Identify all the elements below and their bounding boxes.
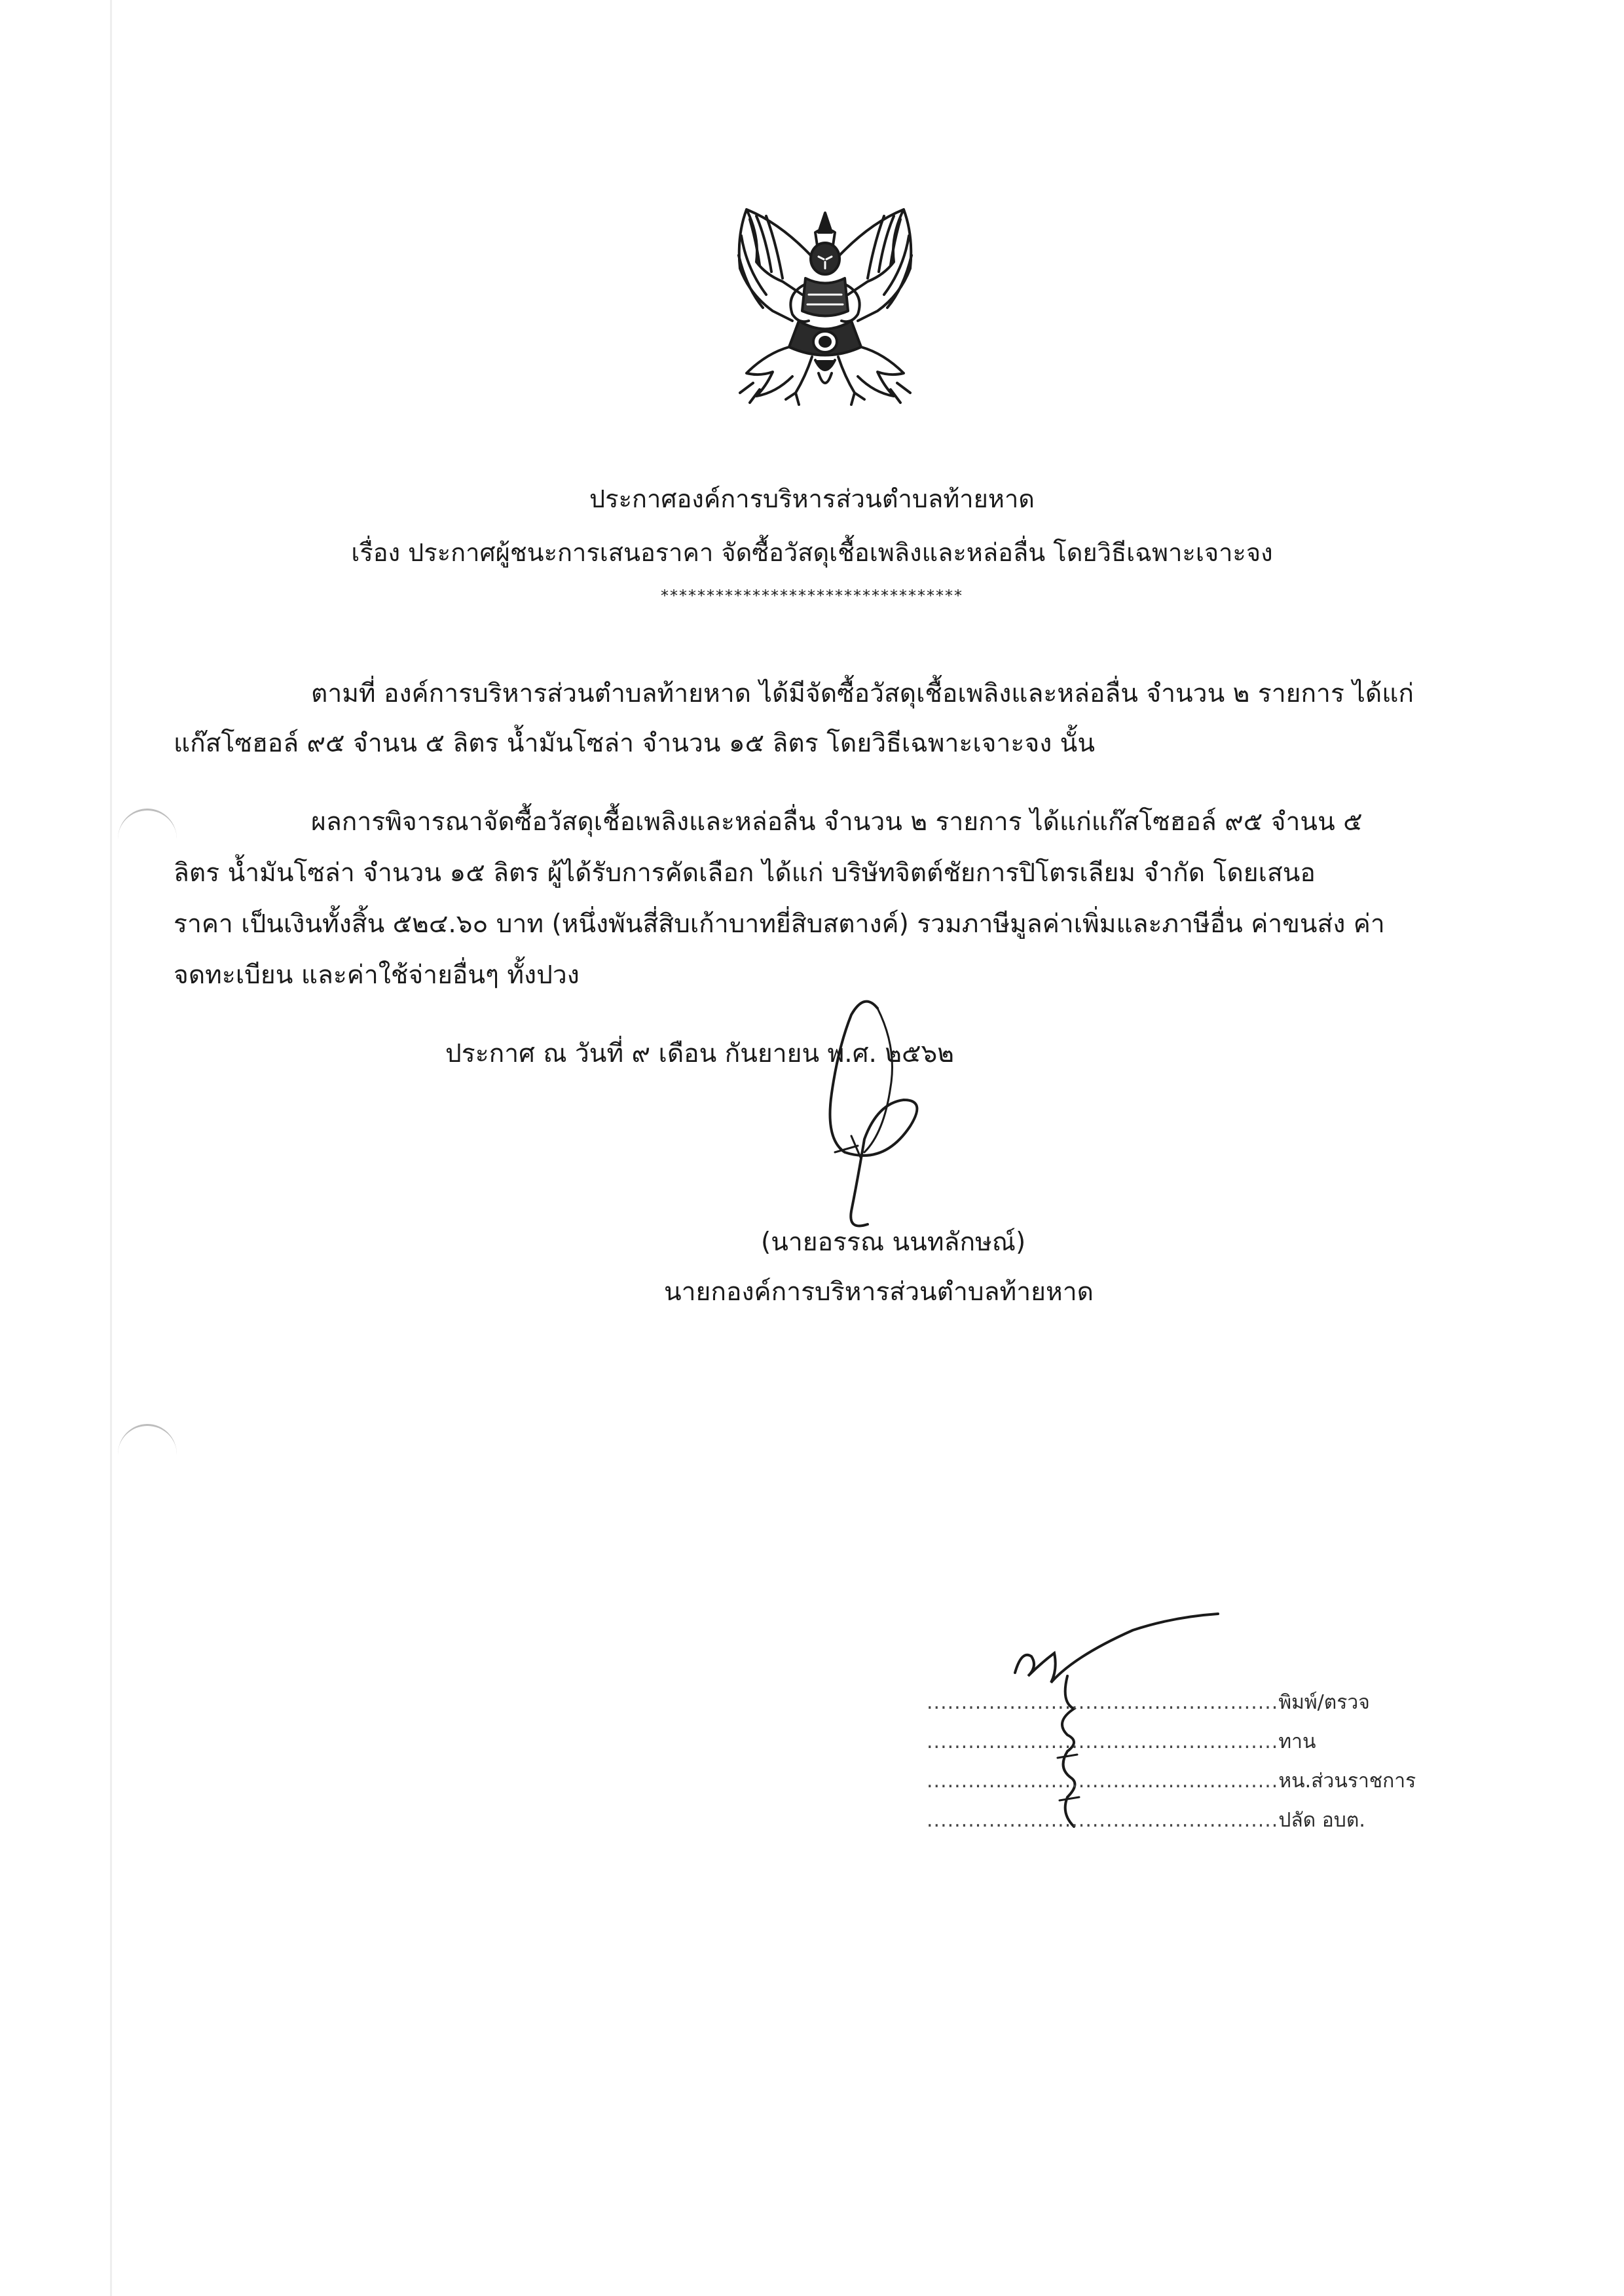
signatory-position: นายกองค์การบริหารส่วนตำบลท้ายหาด [664,1277,1094,1307]
checklist-dots: ................................................... [927,1730,1279,1753]
heading-separator: ********************************* [661,587,963,605]
page-margin-line [110,0,112,2296]
punch-hole-mark [118,1424,177,1485]
signatory-name: (นายอรรณ นนทลักษณ์) [761,1228,1026,1257]
checklist-label: ปลัด อบต. [1278,1809,1365,1832]
checklist-label: หน.ส่วนราชการ [1278,1770,1416,1793]
announcement-subject: เรื่อง ประกาศผู้ชนะการเสนอราคา จัดซื้อวัสดุเชื้อเพลิงและหล่อลื่น โดยวิธีเฉพาะเจาะจง [351,538,1273,567]
checklist-label: ทาน [1278,1730,1316,1753]
body-paragraph-2-line-3: ราคา เป็นเงินทั้งสิ้น ๕๒๔.๖๐ บาท (หนึ่งพันสี่สิบเก้าบาทยี่สิบสตางค์) รวมภาษีมูลค่าเพิ่มและภาษีอื่น ค่าขนส่ง ค่า [174,909,1385,939]
garuda-emblem-icon [720,196,930,426]
body-paragraph-1-line-2: แก๊สโซฮอล์ ๙๕ จำนน ๕ ลิตร น้ำมันโซล่า จำนวน ๑๕ ลิตร โดยวิธีเฉพาะเจาะจง นั้น [174,729,1095,758]
announcement-date: ประกาศ ณ วันที่ ๙ เดือน กันยายน พ.ศ. ๒๕๖๒ [445,1039,954,1068]
punch-hole-mark [118,809,177,869]
checklist-row-section-head [927,1769,1416,1794]
body-paragraph-1-line-1: ตามที่ องค์การบริหารส่วนตำบลท้ายหาด ได้มีจัดซื้อวัสดุเชื้อเพลิงและหล่อลื่น จำนวน ๒ รายการ ได้แก่ [311,679,1414,708]
checklist-dots: ................................................... [927,1809,1279,1832]
announcement-title: ประกาศองค์การบริหารส่วนตำบลท้ายหาด [589,484,1035,513]
checklist-label: พิมพ์/ตรวจ [1278,1691,1370,1714]
body-paragraph-2-line-4: จดทะเบียน และค่าใช้จ่ายอื่นๆ ทั้งปวง [174,960,580,990]
checklist-row-deputy [927,1808,1365,1833]
body-paragraph-2-line-2: ลิตร น้ำมันโซล่า จำนวน ๑๕ ลิตร ผู้ได้รับการคัดเลือก ได้แก่ บริษัทจิตต์ชัยการปิโตรเลียม จำกัด โดยเสนอ [174,858,1316,888]
checklist-row-typed-checked [927,1690,1370,1715]
director-signature-icon [753,989,950,1237]
checklist-row-reviewed [927,1730,1316,1755]
checklist-dots: ................................................... [927,1770,1279,1793]
checklist-dots: ................................................... [927,1691,1279,1714]
body-paragraph-2-line-1: ผลการพิจารณาจัดซื้อวัสดุเชื้อเพลิงและหล่อลื่น จำนวน ๒ รายการ ได้แก่แก๊สโซฮอล์ ๙๕ จำนน ๕ [311,807,1363,837]
